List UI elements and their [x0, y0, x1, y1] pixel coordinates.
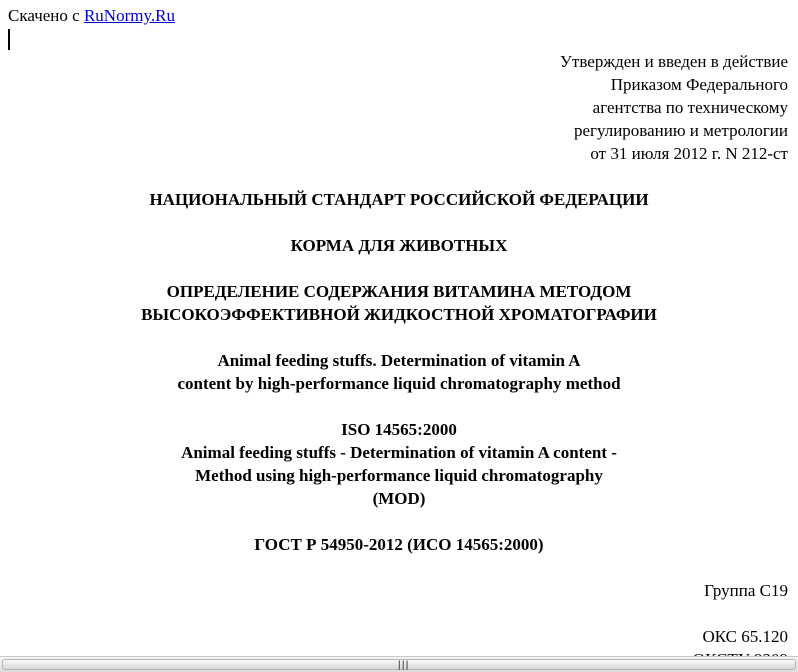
iso-title-line-3: (MOD) — [372, 489, 426, 508]
site-link[interactable]: RuNormy.Ru — [83, 6, 175, 25]
horizontal-scrollbar[interactable] — [0, 656, 798, 672]
grip-icon: ┃┃┃ — [397, 661, 409, 670]
title-en-line-1: Animal feeding stuffs. Determination of vitamin A — [217, 351, 581, 370]
title-en-line-2: content by high-performance liquid chromatography method — [177, 374, 621, 393]
standard-type-heading: НАЦИОНАЛЬНЫЙ СТАНДАРТ РОССИЙСКОЙ ФЕДЕРАЦИИ — [149, 190, 649, 209]
iso-title-line-2: Method using high-performance liquid chromatography — [195, 466, 603, 485]
download-prefix: Скачено с — [8, 6, 80, 25]
iso-title-line-1: Animal feeding stuffs - Determination of vitamin A content - — [181, 443, 617, 462]
text-cursor — [8, 29, 10, 50]
approval-line-1: Утвержден и введен в действие — [559, 52, 788, 71]
approval-line-2: Приказом Федерального — [610, 75, 788, 94]
approval-line-5: от 31 июля 2012 г. N 212-ст — [590, 144, 788, 163]
title-ru-line-2: ВЫСОКОЭФФЕКТИВНОЙ ЖИДКОСТНОЙ ХРОМАТОГРАФИИ — [141, 305, 657, 324]
approval-line-3: агентства по техническому — [592, 98, 788, 117]
approval-line-4: регулированию и метрологии — [573, 121, 788, 140]
gost-designation: ГОСТ Р 54950-2012 (ИСО 14565:2000) — [254, 535, 544, 554]
group-code: Группа С19 — [704, 581, 788, 600]
title-ru-line-1: ОПРЕДЕЛЕНИЕ СОДЕРЖАНИЯ ВИТАМИНА МЕТОДОМ — [166, 282, 632, 301]
oks-code: ОКС 65.120 — [702, 627, 788, 646]
subject-heading: КОРМА ДЛЯ ЖИВОТНЫХ — [290, 236, 508, 255]
iso-number: ISO 14565:2000 — [341, 420, 457, 439]
download-source — [8, 4, 175, 27]
scrollbar-thumb[interactable] — [2, 659, 796, 670]
